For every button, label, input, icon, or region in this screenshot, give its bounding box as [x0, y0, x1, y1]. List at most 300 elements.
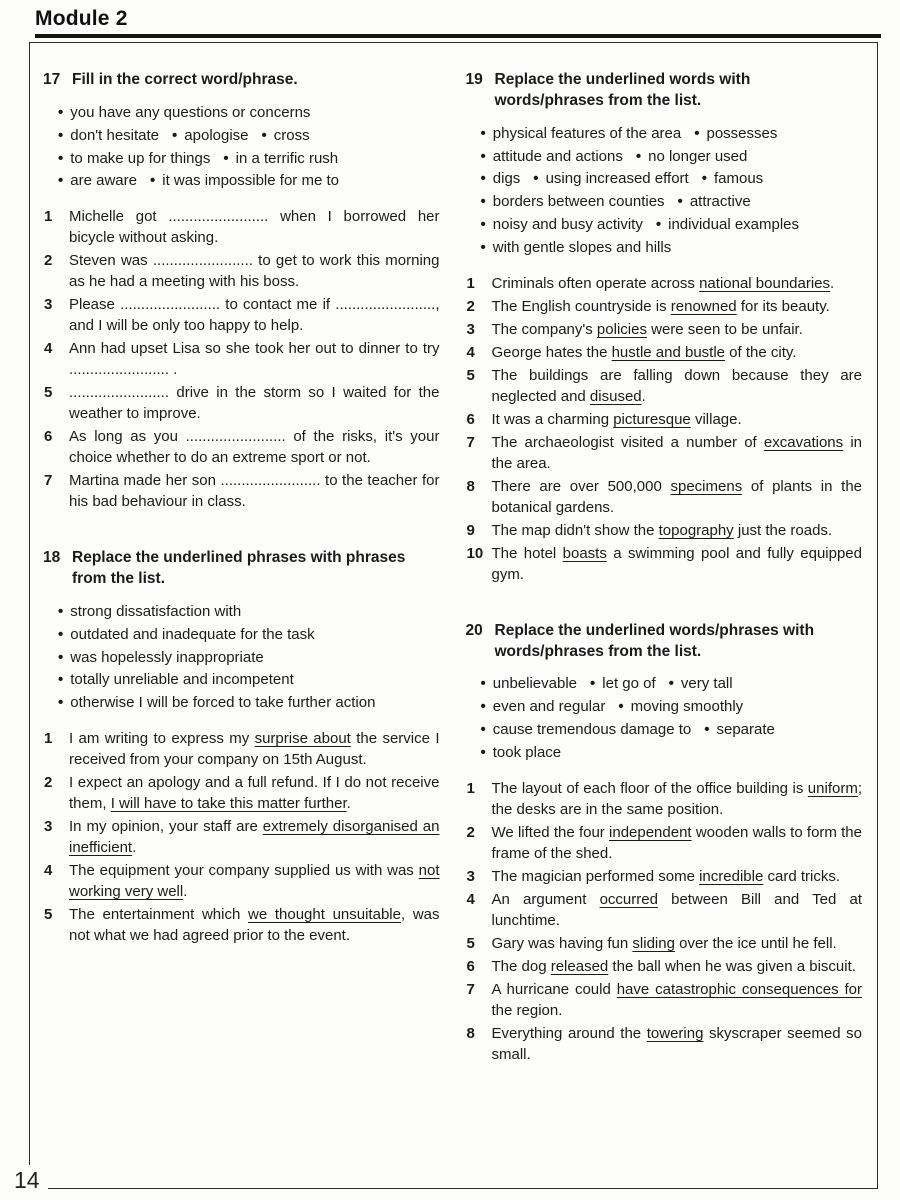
exercise-item: [466, 979, 863, 1021]
text-segment: between Bill and Ted at lunchtime.: [491, 890, 862, 929]
text-segment: for its beauty.: [736, 297, 830, 315]
word-list-phrase-text: famous: [713, 170, 764, 188]
text-segment: over the ice until he fell.: [674, 934, 837, 952]
word-list-phrase-text: with gentle slopes and hills: [492, 238, 672, 256]
exercise-item: [466, 520, 863, 541]
item-number: 4: [466, 343, 475, 361]
word-list-phrase: [481, 125, 682, 142]
bullet-icon: •: [480, 170, 486, 188]
exercise-item: [43, 426, 440, 468]
item-text: [492, 411, 742, 428]
exercise-item: [43, 250, 440, 292]
bullet-icon: •: [58, 126, 64, 144]
word-list-phrase: [590, 675, 656, 692]
text-segment: of the city.: [725, 343, 797, 361]
text-segment: It was a charming: [491, 410, 614, 428]
exercise-header: [43, 548, 440, 590]
word-list-phrase-text: don't hesitate: [70, 126, 160, 144]
word-list-line: [481, 214, 863, 237]
text-segment: The entertainment which: [69, 905, 248, 923]
item-number: 10: [466, 544, 484, 562]
exercise-20: [466, 621, 863, 1065]
item-number: 1: [44, 208, 53, 226]
bullet-icon: •: [694, 124, 700, 142]
text-segment: ........................ drive in the storm so I waited for the weather to improve.: [69, 384, 440, 423]
exercise-number: 20: [465, 621, 483, 639]
text-segment: ; the desks are in the same position.: [491, 779, 862, 818]
word-list-line: [481, 237, 863, 260]
exercise-items: [466, 778, 863, 1065]
bullet-icon: •: [58, 103, 64, 121]
word-list-phrase-text: using increased effort: [545, 170, 689, 188]
word-list-phrase: [481, 148, 623, 165]
word-list-phrase: [656, 216, 799, 233]
item-text: [492, 545, 863, 583]
bullet-icon: •: [480, 743, 486, 761]
underlined-phrase: policies: [596, 320, 647, 338]
word-list-phrase-text: possesses: [706, 124, 778, 142]
exercise-number: 19: [465, 71, 483, 88]
word-list-line: [58, 125, 440, 148]
word-list-phrase: [481, 193, 665, 210]
word-list-phrase: [533, 170, 688, 187]
underlined-phrase: extremely disorganised an inefficient: [69, 817, 440, 856]
word-list-phrase-text: totally unreliable and incompetent: [70, 671, 294, 689]
word-list-phrase: [481, 216, 643, 233]
text-segment: Ann had upset Lisa so she took her out to dinner to try ........................ .: [69, 340, 440, 379]
exercise-item: [43, 772, 440, 814]
item-number: 4: [466, 890, 475, 908]
word-list-phrase-text: was hopelessly inappropriate: [70, 648, 264, 666]
text-segment: The dog: [491, 957, 551, 975]
exercise-title: Fill in the correct word/phrase.: [72, 71, 298, 88]
word-list-line: [481, 719, 863, 742]
word-list-phrase-text: outdated and inadequate for the task: [70, 625, 315, 643]
item-text: [492, 522, 833, 539]
text-segment: .: [641, 387, 646, 405]
word-list-phrase-text: no longer used: [648, 147, 748, 165]
word-list-phrase-text: digs: [492, 170, 521, 188]
underlined-phrase: picturesque: [613, 410, 691, 428]
bullet-icon: •: [668, 675, 674, 693]
item-text: [69, 818, 440, 856]
item-text: [69, 296, 440, 334]
text-segment: Michelle got ........................ when I borrowed her bicycle without asking.: [69, 208, 440, 247]
word-list-phrase: [702, 170, 763, 187]
word-list-phrase: [704, 721, 775, 738]
text-segment: the service I received from your company on 15th August.: [69, 729, 440, 768]
text-segment: The layout of each floor of the office building is: [491, 779, 808, 797]
underlined-phrase: national boundaries: [699, 274, 831, 292]
item-text: [69, 730, 440, 768]
word-list-phrase: [58, 649, 264, 666]
text-segment: Criminals often operate across: [491, 274, 700, 292]
word-list-phrase: [58, 172, 137, 189]
word-list-phrase: [150, 172, 339, 189]
module-title-rule: [35, 34, 881, 38]
item-text: [492, 824, 862, 862]
text-segment: the region.: [491, 1001, 563, 1019]
exercise-item: [466, 933, 863, 954]
exercise-item: [466, 476, 863, 518]
word-list-line: [481, 168, 863, 191]
text-segment: George hates the: [491, 343, 612, 361]
word-list-phrase: [481, 239, 672, 256]
bullet-icon: •: [704, 721, 710, 739]
exercise-item: [466, 543, 863, 585]
item-text: [492, 478, 863, 516]
exercise-item: [466, 1023, 863, 1065]
text-segment: The equipment your company supplied us with was: [69, 861, 419, 879]
exercise-item: [466, 409, 863, 430]
bullet-icon: •: [58, 648, 64, 666]
word-list: [481, 123, 863, 260]
word-list-phrase: [262, 127, 310, 144]
item-number: 1: [466, 274, 475, 292]
underlined-phrase: boasts: [562, 544, 607, 562]
item-number: 9: [466, 521, 475, 539]
item-text: [69, 428, 440, 466]
item-text: [492, 780, 863, 818]
text-segment: The hotel: [491, 544, 563, 562]
word-list: [58, 102, 440, 193]
underlined-phrase: not working very well: [69, 861, 440, 900]
item-number: 1: [44, 729, 53, 747]
text-segment: We lifted the four: [491, 823, 610, 841]
word-list-line: [58, 102, 440, 125]
word-list-phrase-text: borders between counties: [492, 193, 665, 211]
item-number: 2: [44, 773, 53, 791]
text-segment: of plants in the botanical gardens.: [491, 477, 862, 516]
word-list-phrase-text: separate: [716, 721, 775, 739]
text-segment: The buildings are falling down because they are neglected and: [491, 366, 862, 405]
exercise-items: [466, 273, 863, 585]
word-list-line: [481, 742, 863, 765]
word-list-phrase: [58, 104, 310, 121]
text-segment: The map didn't show the: [491, 521, 659, 539]
item-text: [492, 958, 856, 975]
word-list-phrase: [58, 150, 210, 167]
item-number: 5: [466, 934, 475, 952]
word-list-phrase-text: moving smoothly: [630, 698, 744, 716]
text-segment: There are over 500,000: [491, 477, 671, 495]
bullet-icon: •: [58, 149, 64, 167]
exercise-item: [43, 860, 440, 902]
word-list-line: [481, 146, 863, 169]
item-text: [492, 321, 803, 338]
word-list-phrase-text: noisy and busy activity: [492, 216, 643, 234]
text-segment: .: [183, 882, 188, 900]
item-text: [492, 275, 835, 292]
bullet-icon: •: [58, 602, 64, 620]
text-segment: An argument: [491, 890, 600, 908]
item-number: 5: [466, 366, 475, 384]
item-number: 6: [44, 428, 53, 446]
word-list-phrase: [481, 170, 521, 187]
word-list-line: [481, 696, 863, 719]
exercise-items: [43, 728, 440, 946]
exercise-number: 17: [43, 71, 61, 88]
word-list-phrase: [481, 721, 692, 738]
bullet-icon: •: [533, 170, 539, 188]
exercise-item: [466, 956, 863, 977]
item-number: 6: [466, 957, 475, 975]
word-list-phrase: [636, 148, 748, 165]
word-list-phrase-text: physical features of the area: [492, 124, 682, 142]
item-text: [69, 252, 440, 290]
bullet-icon: •: [480, 238, 486, 256]
word-list-phrase: [58, 603, 241, 620]
text-segment: a swimming pool and fully equipped gym.: [491, 544, 862, 583]
underlined-phrase: released: [550, 957, 609, 975]
word-list-phrase: [481, 675, 578, 692]
item-number: 4: [44, 340, 53, 358]
word-list-phrase: [58, 127, 159, 144]
text-segment: The English countryside is: [491, 297, 671, 315]
exercise-items: [43, 206, 440, 512]
word-list-line: [58, 601, 440, 624]
text-segment: , was not what we had agreed prior to the event.: [69, 905, 440, 944]
word-list-line: [58, 170, 440, 193]
bullet-icon: •: [223, 149, 229, 167]
underlined-phrase: occurred: [599, 890, 658, 908]
underlined-phrase: uniform: [807, 779, 858, 797]
bullet-icon: •: [172, 126, 178, 144]
bullet-icon: •: [480, 193, 486, 211]
exercise-title: Replace the underlined words/phrases with words/phrases from the list.: [494, 621, 815, 660]
exercise-item: [466, 822, 863, 864]
text-segment: card tricks.: [763, 867, 840, 885]
underlined-phrase: disused: [589, 387, 642, 405]
exercise-columns: [43, 70, 862, 1101]
word-list-line: [58, 647, 440, 670]
word-list-phrase-text: individual examples: [668, 216, 800, 234]
word-list-phrase-text: in a terrific rush: [235, 149, 339, 167]
word-list-phrase-text: attractive: [689, 193, 751, 211]
exercise-item: [466, 273, 863, 294]
item-text: [492, 344, 797, 361]
text-segment: Everything around the: [491, 1024, 647, 1042]
text-segment: A hurricane could: [491, 980, 617, 998]
text-segment: just the roads.: [733, 521, 833, 539]
item-number: 8: [466, 477, 475, 495]
word-list-phrase-text: let go of: [602, 675, 656, 693]
bullet-icon: •: [58, 625, 64, 643]
module-title: Module 2: [35, 7, 128, 30]
word-list-phrase-text: you have any questions or concerns: [70, 103, 311, 121]
word-list-phrase-text: cause tremendous damage to: [492, 721, 692, 739]
bullet-icon: •: [58, 671, 64, 689]
word-list-line: [58, 624, 440, 647]
text-segment: I expect an apology and a full refund. If I do not receive them,: [69, 773, 440, 812]
bullet-icon: •: [618, 698, 624, 716]
word-list-phrase-text: are aware: [70, 172, 137, 190]
word-list-phrase-text: apologise: [184, 126, 249, 144]
text-segment: Gary was having fun: [491, 934, 633, 952]
exercise-number: 18: [43, 549, 61, 567]
exercise-item: [466, 319, 863, 340]
word-list-line: [58, 669, 440, 692]
text-segment: .: [132, 838, 137, 856]
exercise-header: [466, 70, 863, 112]
bullet-icon: •: [677, 193, 683, 211]
word-list-phrase: [172, 127, 248, 144]
word-list-phrase: [481, 698, 606, 715]
right-column: [466, 70, 863, 1101]
underlined-phrase: we thought unsuitable: [247, 905, 401, 923]
word-list-phrase: [481, 744, 562, 761]
exercise-title: Replace the underlined phrases with phrases from the list.: [72, 549, 406, 588]
text-segment: The archaeologist visited a number of: [491, 433, 764, 451]
bullet-icon: •: [480, 698, 486, 716]
item-text: [69, 774, 440, 812]
bullet-icon: •: [261, 126, 267, 144]
bullet-icon: •: [635, 147, 642, 165]
exercise-item: [43, 338, 440, 380]
exercise-header: [43, 70, 440, 91]
underlined-phrase: independent: [609, 823, 692, 841]
word-list-phrase-text: attitude and actions: [492, 147, 623, 165]
page-number: 14: [12, 1165, 48, 1196]
text-segment: Please ........................ to contact me if ........................, and I will be only too happy to help.: [69, 296, 440, 335]
item-number: 4: [44, 861, 53, 879]
bullet-icon: •: [480, 124, 486, 142]
item-text: [492, 434, 863, 472]
exercise-item: [43, 294, 440, 336]
item-text: [492, 298, 830, 315]
text-segment: I am writing to express my: [69, 729, 255, 747]
item-number: 5: [44, 905, 53, 923]
item-text: [69, 862, 440, 900]
exercise-item: [43, 206, 440, 248]
underlined-phrase: surprise about: [254, 729, 351, 747]
item-number: 6: [466, 410, 475, 428]
underlined-phrase: topography: [658, 521, 734, 539]
word-list-phrase-text: very tall: [680, 675, 733, 693]
item-number: 2: [466, 823, 475, 841]
word-list-phrase: [618, 698, 743, 715]
exercise-item: [43, 470, 440, 512]
exercise-item: [43, 904, 440, 946]
bullet-icon: •: [480, 147, 486, 165]
word-list-phrase: [223, 150, 338, 167]
item-number: 7: [466, 980, 475, 998]
word-list-line: [481, 191, 863, 214]
item-number: 7: [466, 433, 475, 451]
text-segment: In my opinion, your staff are: [69, 817, 263, 835]
item-number: 3: [44, 817, 53, 835]
item-number: 3: [466, 320, 475, 338]
word-list-line: [58, 148, 440, 171]
exercise-header: [466, 621, 863, 663]
item-text: [69, 472, 440, 510]
underlined-phrase: incredible: [699, 867, 764, 885]
item-number: 1: [466, 779, 475, 797]
page-frame: [29, 42, 878, 1189]
underlined-phrase: sliding: [632, 934, 675, 952]
word-list-phrase-text: even and regular: [492, 698, 606, 716]
item-text: [69, 340, 440, 378]
exercise-item: [466, 778, 863, 820]
word-list-phrase-text: otherwise I will be forced to take further action: [70, 694, 376, 712]
word-list-line: [481, 123, 863, 146]
bullet-icon: •: [480, 216, 486, 234]
text-segment: village.: [690, 410, 742, 428]
item-text: [69, 906, 440, 944]
exercise-item: [466, 432, 863, 474]
item-number: 7: [44, 472, 53, 490]
text-segment: The company's: [491, 320, 597, 338]
bullet-icon: •: [149, 172, 156, 190]
exercise-item: [466, 296, 863, 317]
bullet-icon: •: [58, 694, 64, 712]
text-segment: .: [346, 794, 351, 812]
item-number: 2: [44, 252, 53, 270]
underlined-phrase: I will have to take this matter further: [110, 794, 347, 812]
exercise-19: [466, 70, 863, 585]
word-list-line: [58, 692, 440, 715]
item-number: 2: [466, 297, 475, 315]
item-number: 8: [466, 1024, 475, 1042]
exercise-item: [466, 889, 863, 931]
word-list-phrase-text: unbelievable: [492, 675, 578, 693]
exercise-title: Replace the underlined words with words/phrases from the list.: [494, 71, 751, 109]
text-segment: The magician performed some: [491, 867, 700, 885]
text-segment: Martina made her son ........................ to the teacher for his bad behaviour in class.: [69, 472, 440, 511]
item-text: [492, 935, 837, 952]
word-list: [481, 673, 863, 764]
word-list-phrase-text: to make up for things: [70, 149, 211, 167]
word-list-phrase: [694, 125, 777, 142]
item-text: [69, 384, 440, 422]
word-list-phrase: [678, 193, 751, 210]
item-text: [492, 868, 841, 885]
text-segment: were seen to be unfair.: [646, 320, 803, 338]
exercise-item: [43, 816, 440, 858]
underlined-phrase: specimens: [670, 477, 743, 495]
item-number: 3: [44, 296, 53, 314]
item-number: 3: [466, 867, 475, 885]
underlined-phrase: towering: [646, 1024, 704, 1042]
word-list-phrase-text: cross: [273, 126, 310, 144]
exercise-item: [43, 382, 440, 424]
item-text: [69, 208, 440, 246]
item-text: [492, 981, 863, 1019]
word-list-phrase: [669, 675, 733, 692]
module-header: [35, 7, 881, 38]
word-list-phrase-text: strong dissatisfaction with: [70, 602, 242, 620]
text-segment: As long as you ........................ of the risks, it's your choice whether to do an extreme sport or not.: [69, 428, 440, 467]
word-list-phrase-text: took place: [492, 743, 562, 761]
bullet-icon: •: [480, 721, 486, 739]
text-segment: the ball when he was given a biscuit.: [608, 957, 856, 975]
bullet-icon: •: [480, 675, 486, 693]
bullet-icon: •: [701, 170, 707, 188]
word-list: [58, 601, 440, 715]
word-list-phrase: [58, 671, 294, 688]
word-list-phrase: [58, 626, 315, 643]
bullet-icon: •: [58, 172, 64, 190]
item-number: 5: [44, 384, 53, 402]
item-text: [492, 367, 863, 405]
exercise-17: [43, 70, 440, 512]
bullet-icon: •: [655, 216, 662, 234]
exercise-item: [43, 728, 440, 770]
text-segment: Steven was ........................ to get to work this morning as he had a meeting with his boss.: [69, 252, 440, 291]
word-list-phrase-text: it was impossible for me to: [162, 172, 339, 190]
item-text: [492, 1025, 863, 1063]
word-list-line: [481, 673, 863, 696]
